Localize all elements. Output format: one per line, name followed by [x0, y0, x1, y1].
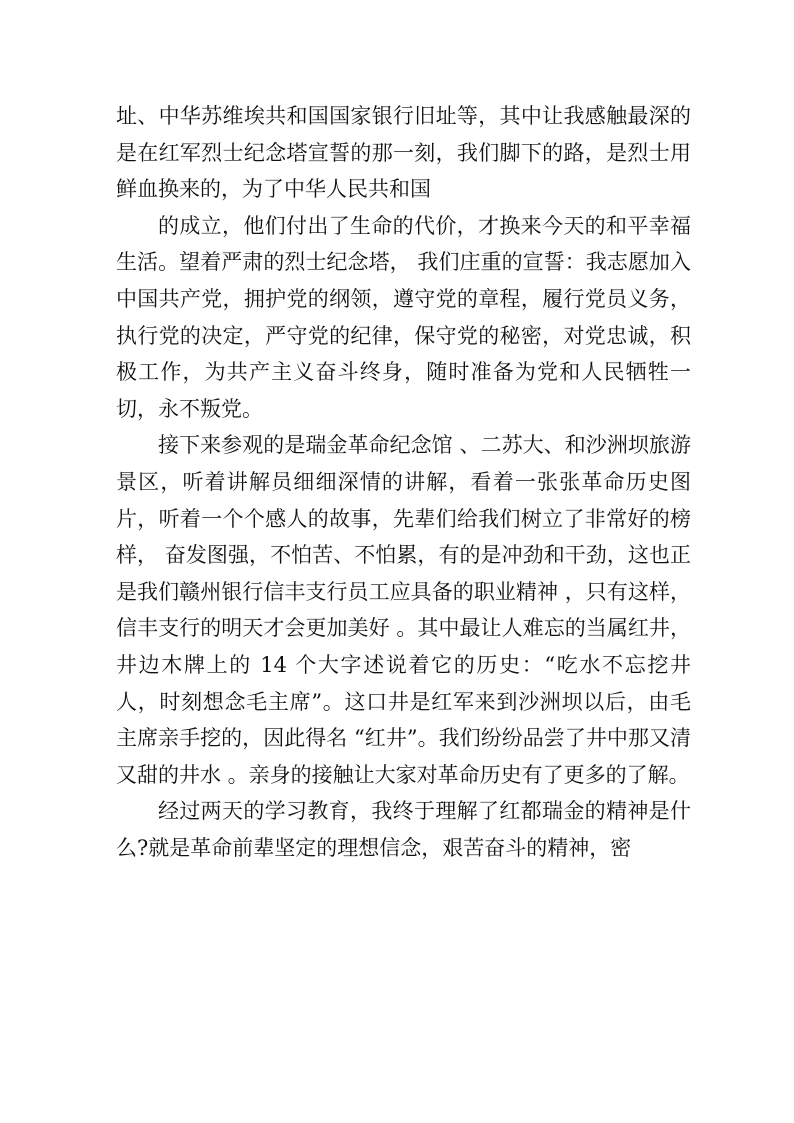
paragraph-oath: 的成立，他们付出了生命的代价，才换来今天的和平幸福生活。望着严肃的烈士纪念塔， 我们庄重的宣誓：我志愿加入中国共产党，拥护党的纲领，遵守党的章程，履行党员义务，执行党的决定，严守党的纪律，保守党的秘密，对党忠诚，积极工作，为共产主义奋斗终身，随时准备为党和人民牺牲一切，永不叛党。 — [116, 213, 691, 421]
paragraph-visit: 接下来参观的是瑞金革命纪念馆 、二苏大、和沙洲坝旅游景区，听着讲解员细细深情的讲解，看着一张张革命历史图片，听着一个个感人的故事，先辈们给我们树立了非常好的榜样， 奋发图强，不怕苦、不怕累，有的是冲劲和干劲，这也正是我们赣州银行信丰支行员工应具备的职业精神 ，只有这样，信丰支行的明天才会更加美好 。其中最让人难忘的当属红井，井边木牌上的 14 个大字述说着它的历史：“吃水不忘挖井人，时刻想念毛主席”。这口井是红军来到沙洲坝以后，由毛主席亲手挖的，因此得名 “红井”。我们纷纷品尝了井中那又清又甜的井水 。亲身的接触让大家对革命历史有了更多的了解。 — [116, 433, 691, 787]
paragraph-conclusion: 经过两天的学习教育，我终于理解了红都瑞金的精神是什么?就是革命前辈坚定的理想信念，艰苦奋斗的精神，密 — [116, 799, 691, 860]
paragraph-continuation: 址、中华苏维埃共和国国家银行旧址等，其中让我感触最深的是在红军烈士纪念塔宣誓的那一刻，我们脚下的路，是烈士用鲜血换来的，为了中华人民共和国 — [116, 104, 691, 202]
document-body — [116, 98, 691, 866]
